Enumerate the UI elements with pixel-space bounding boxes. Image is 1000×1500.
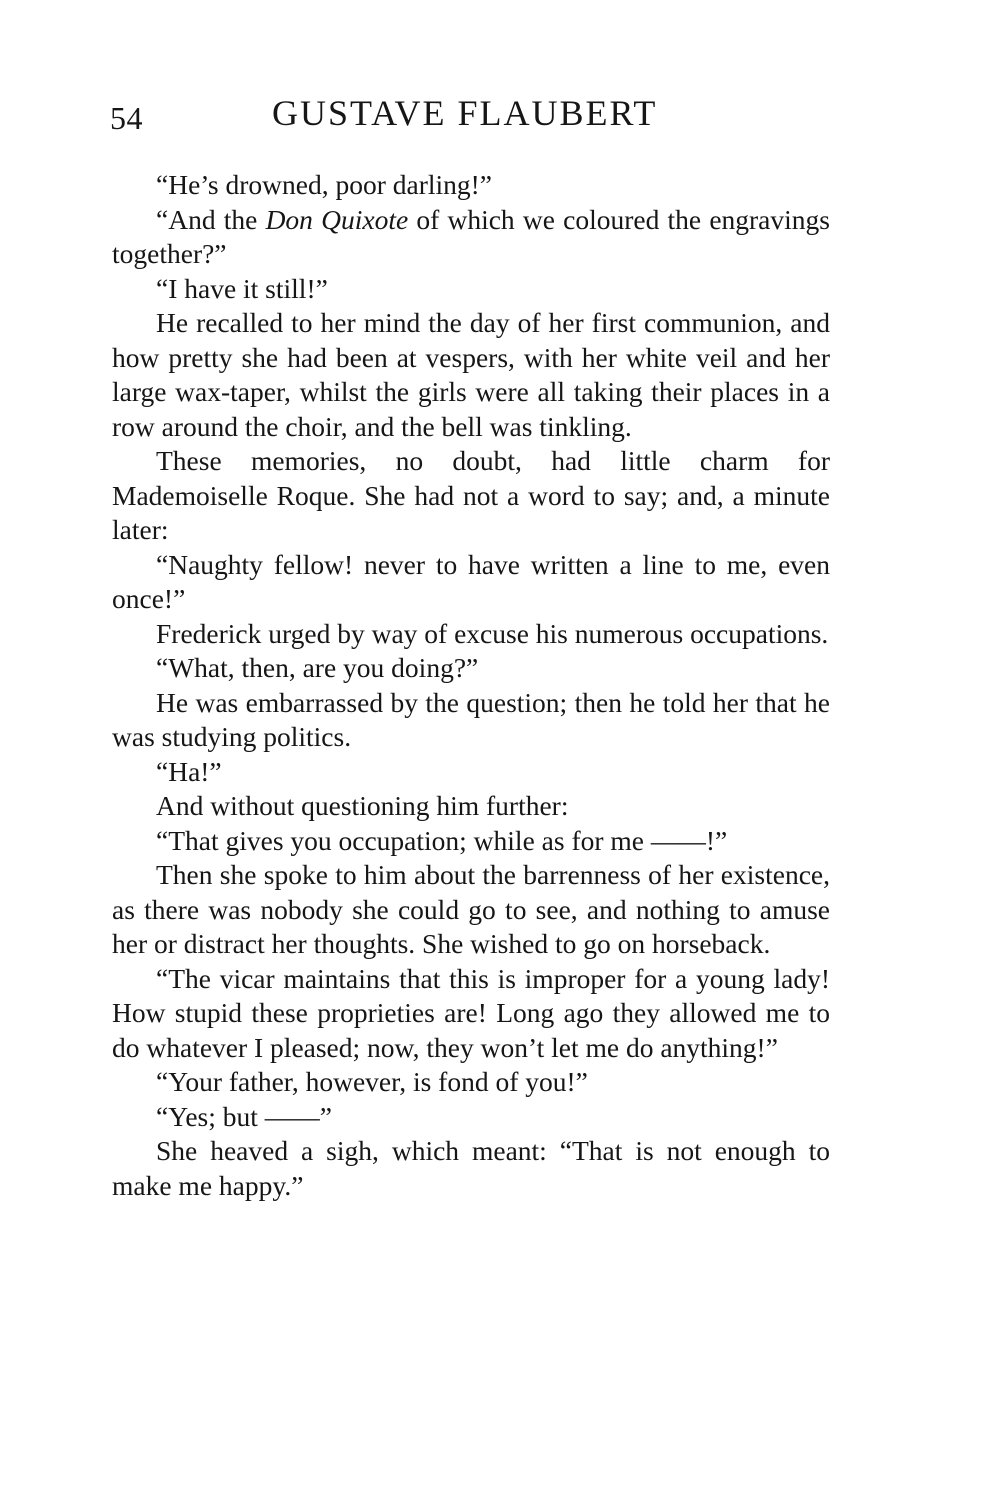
paragraph: “Naughty fellow! never to have written a line to me, even once!” xyxy=(112,548,830,614)
body-text xyxy=(112,168,830,1203)
paragraph: “He’s drowned, poor darling!” xyxy=(156,169,493,200)
page-header xyxy=(110,92,835,142)
page-number: 54 xyxy=(110,100,143,136)
paragraph: “I have it still!” xyxy=(156,272,328,304)
paragraph: These memories, no doubt, had little charm for Mademoiselle Roque. She had not a word to say; and, a minute later: xyxy=(112,445,830,545)
paragraph xyxy=(112,203,830,272)
paragraph: “That gives you occupation; while as for me ——!” xyxy=(156,824,728,856)
paragraph-text: “And the xyxy=(156,203,266,235)
paragraph: And without questioning him further: xyxy=(156,790,569,821)
paragraph: He was embarrassed by the question; then he told her that he was studying politics. xyxy=(112,686,830,752)
paragraph: He recalled to her mind the day of her first communion, and how pretty she had been at vespers, with her white veil and her large wax-taper, whilst the girls were all taking their places in a row around the choir, and the bell was tinkling. xyxy=(112,307,830,442)
paragraph: “Ha!” xyxy=(156,755,222,787)
paragraph: Frederick urged by way of excuse his numerous occupations. xyxy=(156,617,829,649)
paragraph: “Your father, however, is fond of you!” xyxy=(156,1066,588,1097)
book-title-italic: Don Quixote xyxy=(265,203,409,235)
running-head: GUSTAVE FLAUBERT xyxy=(272,93,658,133)
paragraph: Then she spoke to him about the barrenness of her existence, as there was nobody she could go to see, and nothing to amuse her or distract her thoughts. She wished to go on horseback. xyxy=(112,859,830,959)
paragraph: She heaved a sigh, which meant: “That is not enough to make me happy.” xyxy=(112,1135,830,1201)
paragraph: “The vicar maintains that this is improper for a young lady! How stupid these proprieties are! Long ago they allowed me to do whatever I pleased; now, they won’t let me do anything!” xyxy=(112,962,830,1063)
paragraph: “What, then, are you doing?” xyxy=(156,652,479,683)
paragraph: “Yes; but ——” xyxy=(156,1100,332,1132)
paragraph-text: of which we coloured the engravings together?” xyxy=(112,203,830,269)
